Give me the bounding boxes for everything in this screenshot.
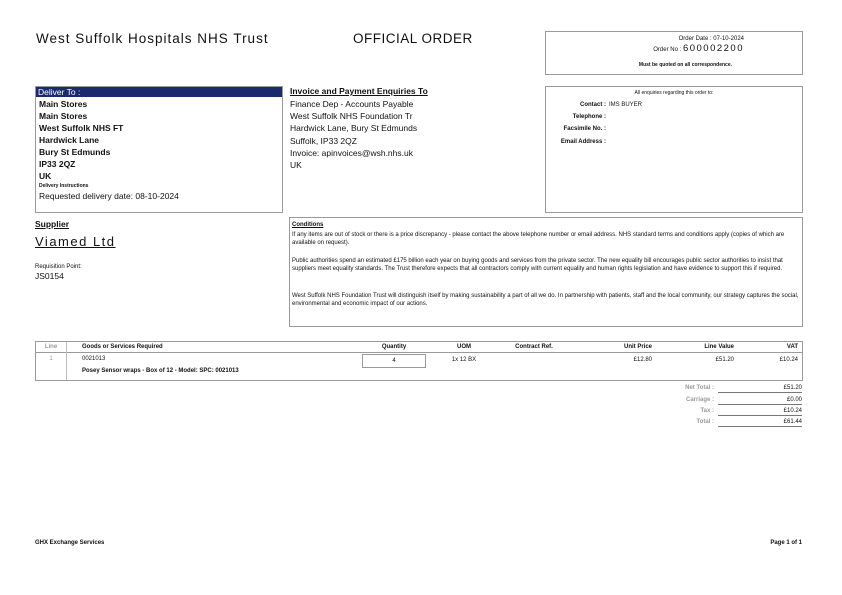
total-value: £61.44 [718,418,802,427]
document-title: OFFICIAL ORDER [353,31,473,46]
row-line-number: 1 [49,356,53,362]
invoice-address-line: Hardwick Lane, Bury St Edmunds [290,123,418,134]
footer-provider: GHX Exchange Services [35,540,105,546]
conditions-box [289,217,803,327]
carriage-value: £0.00 [718,396,802,405]
order-number-note: Must be quoted on all correspondence. [638,62,732,68]
contact-label: Contact : [580,102,606,108]
row-vat: £10.24 [779,357,798,363]
enquiries-box [545,86,803,213]
invoice-address [290,98,417,171]
email-label: Email Address : [560,139,606,145]
delivery-address-line: UK [39,171,52,181]
net-total-label: Net Total : [685,385,714,391]
invoice-email-line: Invoice: apinvoices@wsh.nhs.uk [290,147,413,158]
conditions-title: Conditions [292,222,324,228]
column-header-quantity: Quantity [381,344,407,350]
order-info-box [545,31,803,75]
column-header-goods: Goods or Services Required [82,344,163,350]
column-header-contract: Contract Ref. [515,344,553,350]
supplier-name: Viamed Ltd [35,234,116,249]
delivery-address [39,98,179,202]
row-quantity: 4 [392,358,396,364]
deliver-to-box [35,86,283,213]
conditions-paragraph: West Suffolk NHS Foundation Trust will distinguish itself by making sustainability a part of all we do. In partnership with patients, staff and the local community, our strategy captures the social, environmental and economic impact of our actions. [292,293,799,308]
total-label: Total : [696,419,714,425]
order-date-row [679,35,744,43]
delivery-address-line: West Suffolk NHS FT [39,123,124,133]
tax-value: £10.24 [718,407,802,416]
row-item-code: 0021013 [82,356,106,362]
deliver-to-title: Deliver To : [36,87,282,97]
requested-delivery-date: Requested delivery date: 08-10-2024 [39,191,179,201]
delivery-address-line: Bury St Edmunds [39,147,111,157]
column-header-uom: UOM [457,344,471,350]
order-date-value: 07-10-2024 [713,36,744,42]
carriage-label: Carriage : [685,397,714,403]
invoice-address-line: Finance Dep - Accounts Payable [290,99,414,109]
trust-name: West Suffolk Hospitals NHS Trust [36,31,269,46]
requisition-point-value: JS0154 [35,271,64,281]
table-header-row [36,342,802,353]
row-unit-price: £12.80 [633,357,652,363]
delivery-address-line: IP33 2QZ [39,159,76,169]
invoice-enquiries-title: Invoice and Payment Enquiries To [290,86,428,96]
delivery-address-line: Main Stores [39,99,88,109]
page-number: Page 1 of 1 [770,540,802,546]
telephone-label: Telephone : [572,114,606,120]
delivery-instructions-label: Delivery Instructions [39,183,89,189]
column-header-line: Line [44,344,58,350]
contact-value: IMS BUYER [609,102,643,108]
delivery-address-line: Main Stores [39,111,88,121]
invoice-address-line: UK [290,160,302,171]
order-number-row [653,45,744,54]
row-line-value: £51.20 [715,357,734,363]
column-header-vat: VAT [786,344,798,350]
order-items-table [35,341,803,381]
column-header-line-value: Line Value [704,344,734,350]
invoice-address-line: West Suffolk NHS Foundation Tr [290,111,413,122]
order-number-value: 600002200 [682,43,744,54]
row-item-description: Posey Sensor wraps - Box of 12 - Model: SPC: 0021013 [82,368,239,374]
enquiries-note: All enquiries regarding this order to: [634,90,714,96]
delivery-address-line: Hardwick Lane [39,135,99,145]
column-divider [66,342,67,380]
tax-label: Tax : [700,408,714,414]
facsimile-label: Facsimile No. : [563,126,606,132]
order-date-label: Order Date : [678,36,712,42]
supplier-label: Supplier [35,219,70,229]
requisition-point-label: Requisition Point: [35,264,82,270]
row-uom: 1x 12 BX [451,357,477,363]
conditions-paragraph: If any items are out of stock or there is a price discrepancy - please contact the above telephone number or email address. NHS standard terms and conditions apply (copies of which are available on request). [292,232,785,247]
column-header-unit-price: Unit Price [623,344,652,350]
invoice-address-line: Suffolk, IP33 2QZ [290,135,357,146]
order-number-label: Order No : [653,47,682,53]
conditions-paragraph: Public authorities spend an estimated £175 billion each year on buying goods and services from the private sector. The new equality bill encourages public sector authorities to insist that suppliers meet equality standards. The Trust therefore expects that all contractors comply with current equality and human rights legislation and have evidence to support this if required. [292,258,783,273]
row-quantity-box [362,354,426,368]
net-total-value: £51.20 [718,384,802,393]
